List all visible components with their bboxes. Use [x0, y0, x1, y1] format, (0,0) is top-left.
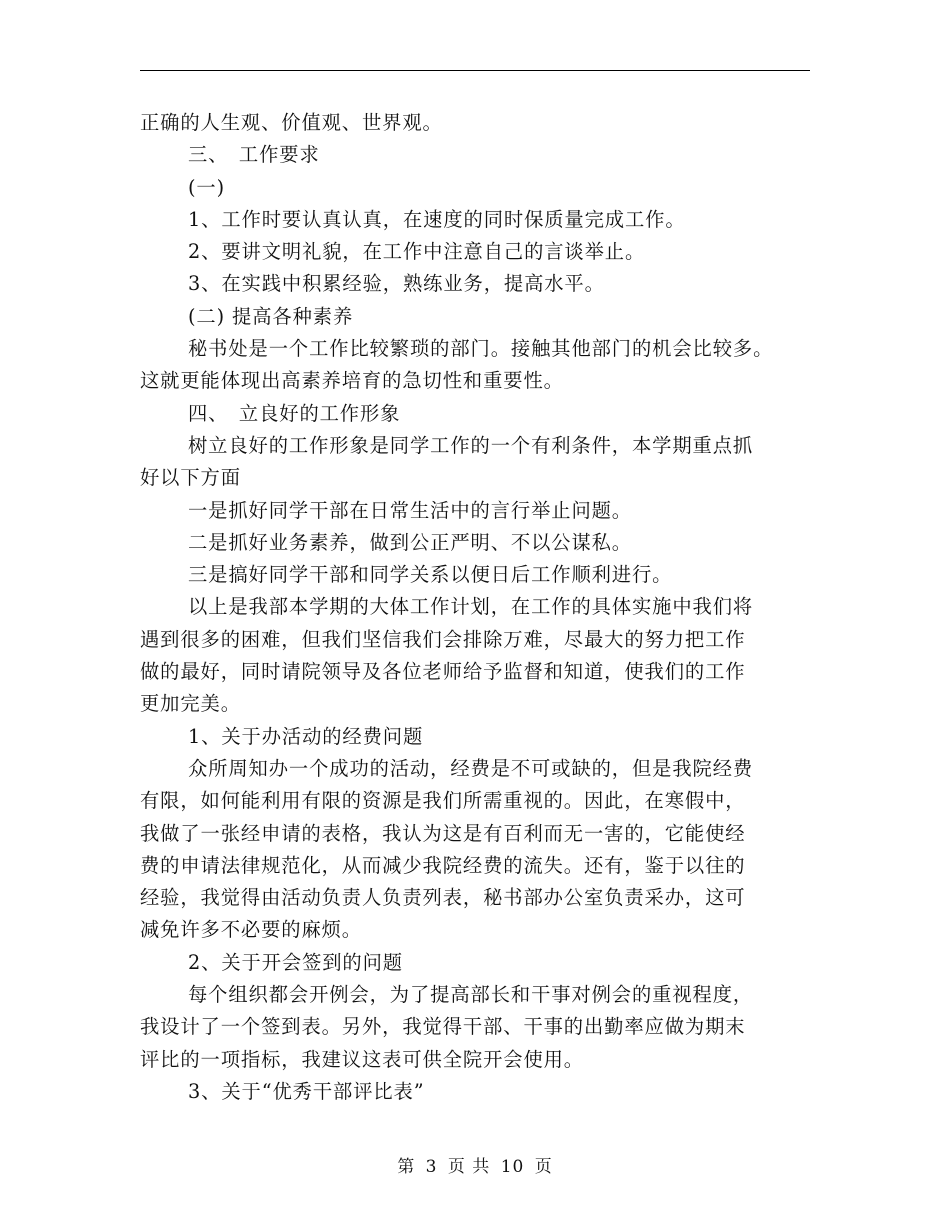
text-line: (二) 提高各种素养 [188, 304, 354, 328]
text-line: 众所周知办一个成功的活动，经费是不可或缺的，但是我院经费 [188, 756, 754, 780]
text-line: 2、关于开会签到的问题 [188, 950, 403, 974]
page-total: 10 [500, 1157, 525, 1177]
text-line: 一是抓好同学干部在日常生活中的言行举止问题。 [188, 498, 632, 522]
text-line: 以上是我部本学期的大体工作计划，在工作的具体实施中我们将 [188, 595, 754, 619]
text-line: (一) [188, 175, 226, 199]
text-line: 树立良好的工作形象是同学工作的一个有利条件，本学期重点抓 [188, 433, 754, 457]
text-line: 减免许多不必要的麻烦。 [140, 918, 362, 942]
text-line: 做的最好，同时请院领导及各位老师给予监督和知道，使我们的工作 [140, 660, 746, 684]
text-line: 2、要讲文明礼貌，在工作中注意自己的言谈举止。 [188, 240, 646, 264]
text-line: 评比的一项指标，我建议这表可供全院开会使用。 [140, 1047, 584, 1071]
text-line: 3、在实践中积累经验，熟练业务，提高水平。 [188, 272, 605, 296]
document-body [140, 107, 812, 1108]
text-line: 费的申请法律规范化，从而减少我院经费的流失。还有，鉴于以往的 [140, 853, 746, 877]
text-line: 我做了一张经申请的表格，我认为这是有百利而无一害的，它能使经 [140, 821, 746, 845]
text-line: 这就更能体现出高素养培育的急切性和重要性。 [140, 369, 564, 393]
footer-prefix: 第 [397, 1157, 416, 1177]
text-line: 有限，如何能利用有限的资源是我们所需重视的。因此，在寒假中， [140, 789, 746, 813]
text-line: 三、 工作要求 [188, 143, 320, 167]
text-line: 二是抓好业务素养，做到公正严明、不以公谋私。 [188, 530, 632, 554]
text-line: 四、 立良好的工作形象 [188, 401, 401, 425]
text-line: 3、关于“优秀干部评比表” [188, 1079, 425, 1103]
text-line: 秘书处是一个工作比较繁琐的部门。接触其他部门的机会比较多。 [188, 337, 774, 361]
text-line: 正确的人生观、价值观、世界观。 [140, 111, 443, 134]
page-footer [0, 1152, 950, 1177]
footer-suffix: 页 [534, 1157, 553, 1177]
text-line: 每个组织都会开例会，为了提高部长和干事对例会的重视程度， [188, 983, 754, 1007]
text-line: 遇到很多的困难，但我们坚信我们会排除万难，尽最大的努力把工作 [140, 627, 746, 651]
footer-middle: 页 共 [447, 1157, 491, 1177]
text-line: 我设计了一个签到表。另外，我觉得干部、干事的出勤率应做为期末 [140, 1015, 746, 1039]
text-line: 1、工作时要认真认真，在速度的同时保质量完成工作。 [188, 207, 686, 231]
text-line: 1、关于办活动的经费问题 [188, 724, 424, 748]
text-line: 经验，我觉得由活动负责人负责列表，秘书部办公室负责采办，这可 [140, 886, 746, 910]
page-number: 3 [425, 1157, 438, 1177]
header-rule [140, 70, 810, 71]
text-line: 更加完美。 [140, 692, 241, 716]
text-line: 好以下方面 [140, 466, 241, 490]
text-line: 三是搞好同学干部和同学关系以便日后工作顺利进行。 [188, 563, 673, 587]
